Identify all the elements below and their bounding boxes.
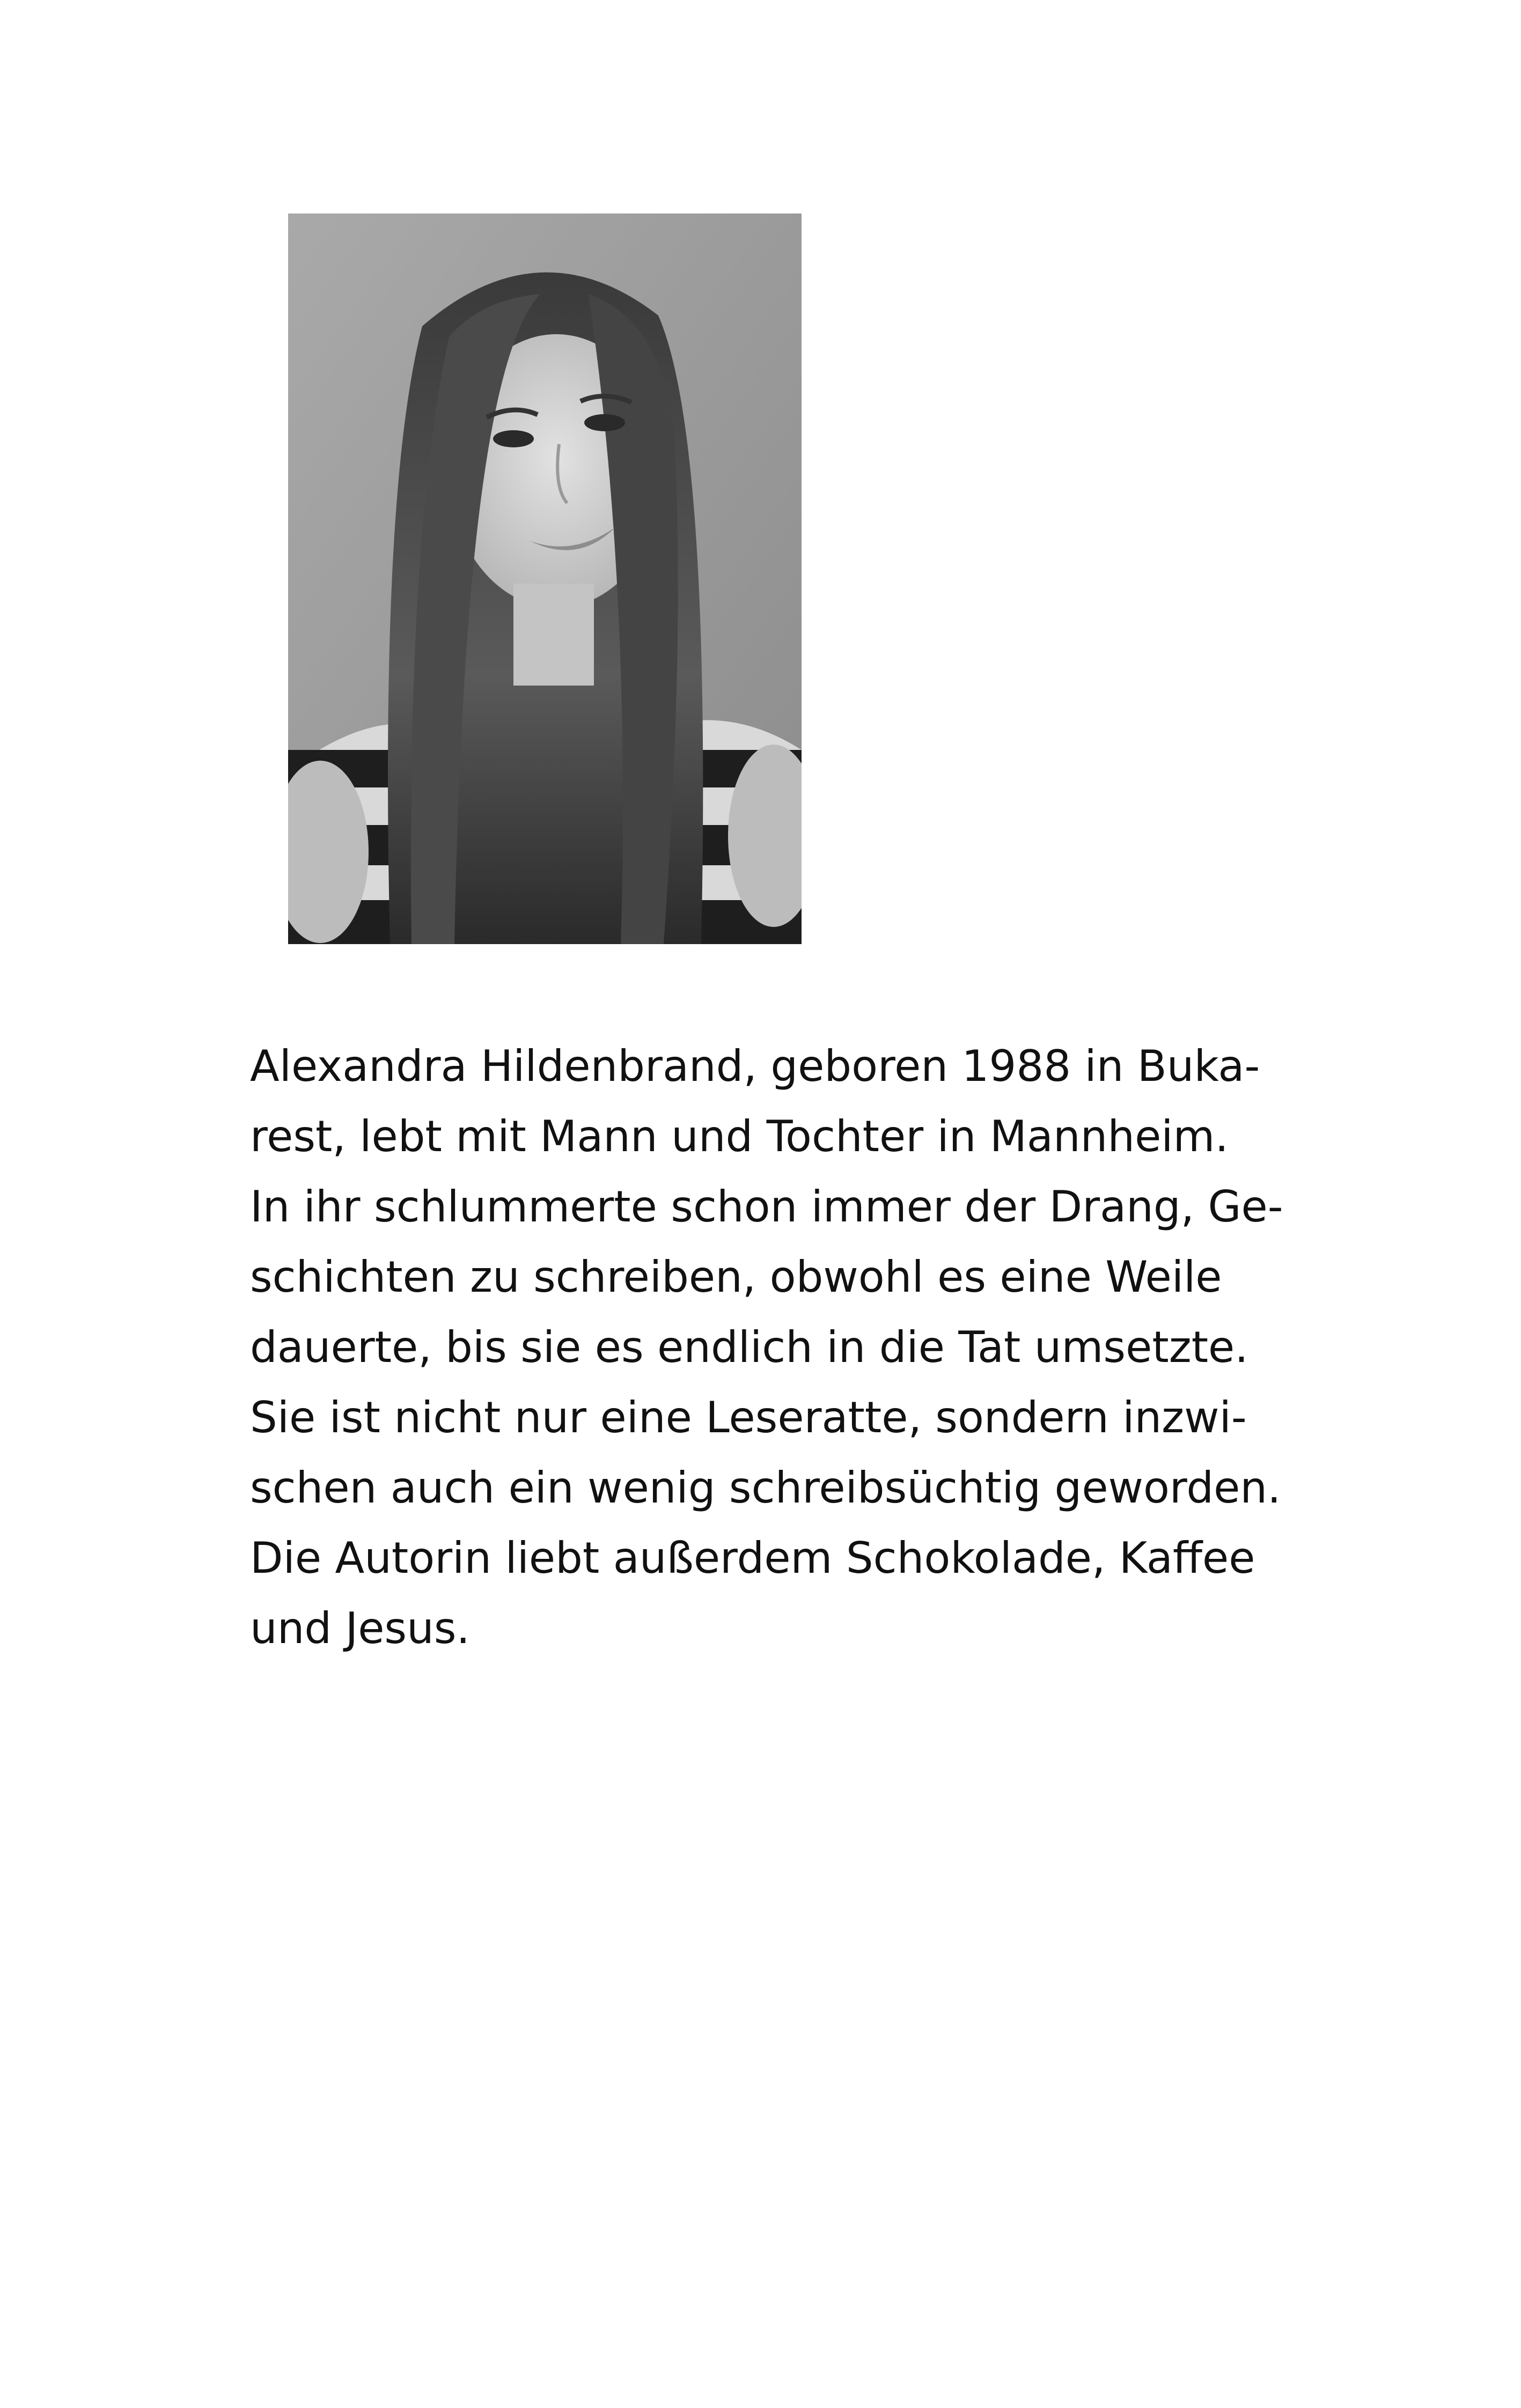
bio-line: dauerte, bis sie es endlich in die Tat umsetzte. — [250, 1322, 1248, 1372]
portrait-image — [288, 213, 802, 944]
bio-line: rest, lebt mit Mann und Tochter in Mannheim. — [250, 1111, 1229, 1161]
bio-line: schen auch ein wenig schreibsüchtig geworden. — [250, 1463, 1281, 1513]
bio-line: Alexandra Hildenbrand, geboren 1988 in Buka- — [250, 1041, 1260, 1091]
bio-line: und Jesus. — [250, 1603, 470, 1653]
bio-line: Die Autorin liebt außerdem Schokolade, Kaffee — [250, 1533, 1255, 1583]
bio-line: schichten zu schreiben, obwohl es eine Weile — [250, 1252, 1222, 1302]
bio-line: Sie ist nicht nur eine Leseratte, sondern inzwi- — [250, 1393, 1247, 1442]
author-photo — [288, 213, 802, 944]
author-bio — [250, 1031, 1302, 1663]
bio-line: In ihr schlummerte schon immer der Drang, Ge- — [250, 1182, 1283, 1232]
